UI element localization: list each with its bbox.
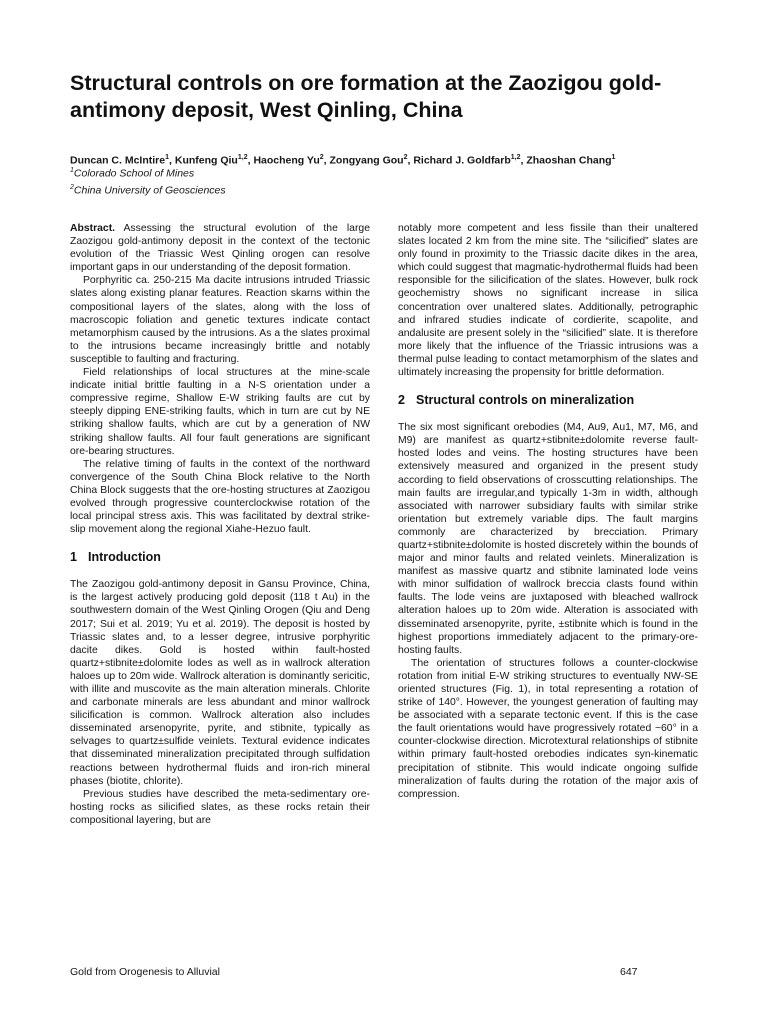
right-column xyxy=(398,222,698,801)
body-paragraph: The orientation of structures follows a counter-clockwise rotation from initial E-W striking structures to eventually NW-SE oriented structures (Fig. 1), in total representing a rotation of strike of 140°. However, the youngest generation of faulting may be associated with a separate tectonic event. If this is the case the fault orientations would have progressively rotated ~60° in a counter-clockwise direction. Microtextural relationships of stibnite within primary fault-hosted orebodies indicates syn-kinematic precipitation of stibnite. This would indicate ongoing sulfide mineralization of faults during the rotation of the major axis of compression. xyxy=(398,657,698,800)
author-list: Duncan C. McIntire$^1$, Kunfeng Qiu$^{1,2}$, Haocheng Yu$^2$, Zongyang Gou$^2$, Richard J. Goldfarb$^{1,2}$, Zhaoshan Chang$^1$ xyxy=(70,154,616,167)
abstract-paragraph: The relative timing of faults in the context of the northward convergence of the South China Block relative to the North China Block suggests that the ore-hosting structures at Zaozigou evolved through progressive counterclockwise rotation of the local principal stress axis. This was facilitated by dextral strike-slip movement along the regional Xiahe-Hezuo fault. xyxy=(70,458,370,536)
left-column xyxy=(70,222,370,827)
affiliation-name: Colorado School of Mines xyxy=(73,167,195,180)
affiliation-sup: 2 xyxy=(70,183,74,191)
body-paragraph: notably more competent and less fissile than their unaltered slates located 2 km from the mine site. The “silicified” slates are only found in proximity to the Triassic dacite dikes in the area, which could suggest that magmatic-hydrothermal fluids had been responsible for the silicification of the slates. However, bulk rock geochemistry shows no significant increase in silica concentration over unaltered slates. Additionally, petrographic and infrared studies indicate of cordierite, scapolite, and andalusite are present solely in the “silicified” slate. It is therefore more likely that the influence of the Triassic intrusions was a thermal pulse leading to contact metamorphism of the slates and ultimately increasing the propensity for brittle deformation. xyxy=(398,223,698,379)
abstract-paragraph xyxy=(70,222,370,274)
author-affil-sup: 2 xyxy=(319,154,324,161)
affiliation xyxy=(70,164,226,181)
body-paragraph: The six most significant orebodies (M4, Au9, Au1, M7, M6, and M9) are manifest as quartz+stibnite±dolomite reverse fault-hosted lodes and veins. The hosting structures have been extensively measured and organized in the present study according to field observations of crosscutting relationships. The main faults are irregular,and typically 1-3m in width, although associated with narrower subsidiary faults with similar strike orientation but extremely variable dips. The fault margins commonly are characterized by brecciation. Primary quartz+stibnite±dolomite is hosted discretely within the bounds of major and minor faults and related veinlets. Mineralization is manifest as massive quartz and stibnite laminated lode veins with minor sulfidation of wallrock breccia clasts found within faults. The lode veins are juxtaposed with bleached wallrock alteration haloes up to 20m wide. Alteration is associated with disseminated arsenopyrite, pyrite, ±stibnite which is found in the highest proportions immediately adjacent to the primary-ore-hosting faults. xyxy=(398,422,698,656)
body-paragraph: Previous studies have described the meta-sedimentary ore-hosting rocks as silicified slates, as these rocks retain their compositional layering, but are xyxy=(70,788,370,826)
section-number: 2 xyxy=(398,393,405,408)
affiliation-name: China University of Geosciences xyxy=(73,184,226,196)
author-affil-sup: 1 xyxy=(611,154,616,161)
author-name: Duncan C. McIntire xyxy=(70,154,166,167)
author-affil-sup: 1 xyxy=(165,154,170,161)
abstract-paragraph: Field relationships of local structures at the mine-scale indicate initial brittle faulting in a N-S orientation under a compressive regime, Shallow E-W striking faults are cut by steeply dipping ENE-striking faults, which in turn are cut by NE striking shallow faults, which are cut by a generation of NW striking shallow faults. All four fault generations are significant ore-bearing structures. xyxy=(70,367,370,457)
affiliation xyxy=(70,181,226,198)
author-affil-sup: 2 xyxy=(403,154,408,161)
author-name: Haocheng Yu xyxy=(253,154,320,167)
author-affil-sup: 1,2 xyxy=(237,154,248,161)
section-heading-introduction xyxy=(70,550,370,565)
affiliation-list xyxy=(70,164,226,197)
body-paragraph: The Zaozigou gold-antimony deposit in Gansu Province, China, is the largest actively producing gold deposit (118 t Au) in the southwestern domain of the West Qinling Orogen (Qiu and Deng 2017; Sui et al. 2019; Yu et al. 2019). The deposit is hosted by Triassic slates and, to a lesser degree, intrusive porphyritic dacite dikes. Gold is hosted within fault-hosted quartz+stibnite±dolomite lodes as well as in wallrock alteration haloes up to 20m wide. Wallrock alteration is dominantly sericitic, with illite and muscovite as the main alteration minerals. Chlorite and carbonate minerals are less abundant and minor wallrock silicification is common. Wallrock alteration also includes disseminated arsenopyrite, pyrite, and stibnite, typically as selvages to quartz±sulfide veinlets. Textural evidence indicates that disseminated mineralization precipitated through sulfidation reactions between hydrothermal fluids and iron-rich mineral phases (biotite, chlorite). xyxy=(70,579,370,787)
abstract-label: Abstract. xyxy=(70,223,116,234)
page-number: 647 xyxy=(620,966,638,978)
section-title: Structural controls on mineralization xyxy=(416,393,635,408)
section-title: Introduction xyxy=(88,550,161,565)
author-name: Zongyang Gou xyxy=(329,154,404,167)
author-name: Richard J. Goldfarb xyxy=(413,154,511,167)
author-affil-sup: 1,2 xyxy=(510,154,521,161)
abstract-text: Assessing the structural evolution of the large Zaozigou gold-antimony deposit in the context of the tectonic evolution of the Triassic West Qinling orogen can resolve important gaps in our understanding of the deposit formation. xyxy=(70,223,370,274)
abstract-paragraph: Porphyritic ca. 250-215 Ma dacite intrusions intruded Triassic slates along existing planar features. Reaction skarns within the compositional layers of the slates, along with the loss of macroscopic foliation and genetic textures indicate contact metamorphism caused by the intrusions. As a the slates proximal to the intrusions became increasingly brittle and notably susceptible to faulting and fracturing. xyxy=(70,275,370,365)
author-name: Kunfeng Qiu xyxy=(174,154,238,167)
author-name: Zhaoshan Chang xyxy=(526,154,612,167)
footer-source: Gold from Orogenesis to Alluvial xyxy=(70,966,220,978)
section-heading-structural-controls xyxy=(398,393,698,408)
section-number: 1 xyxy=(70,550,77,565)
affiliation-sup: 1 xyxy=(70,167,74,174)
paper-title: Structural controls on ore formation at the Zaozigou gold-antimony deposit, West Qinling, China xyxy=(70,71,662,122)
